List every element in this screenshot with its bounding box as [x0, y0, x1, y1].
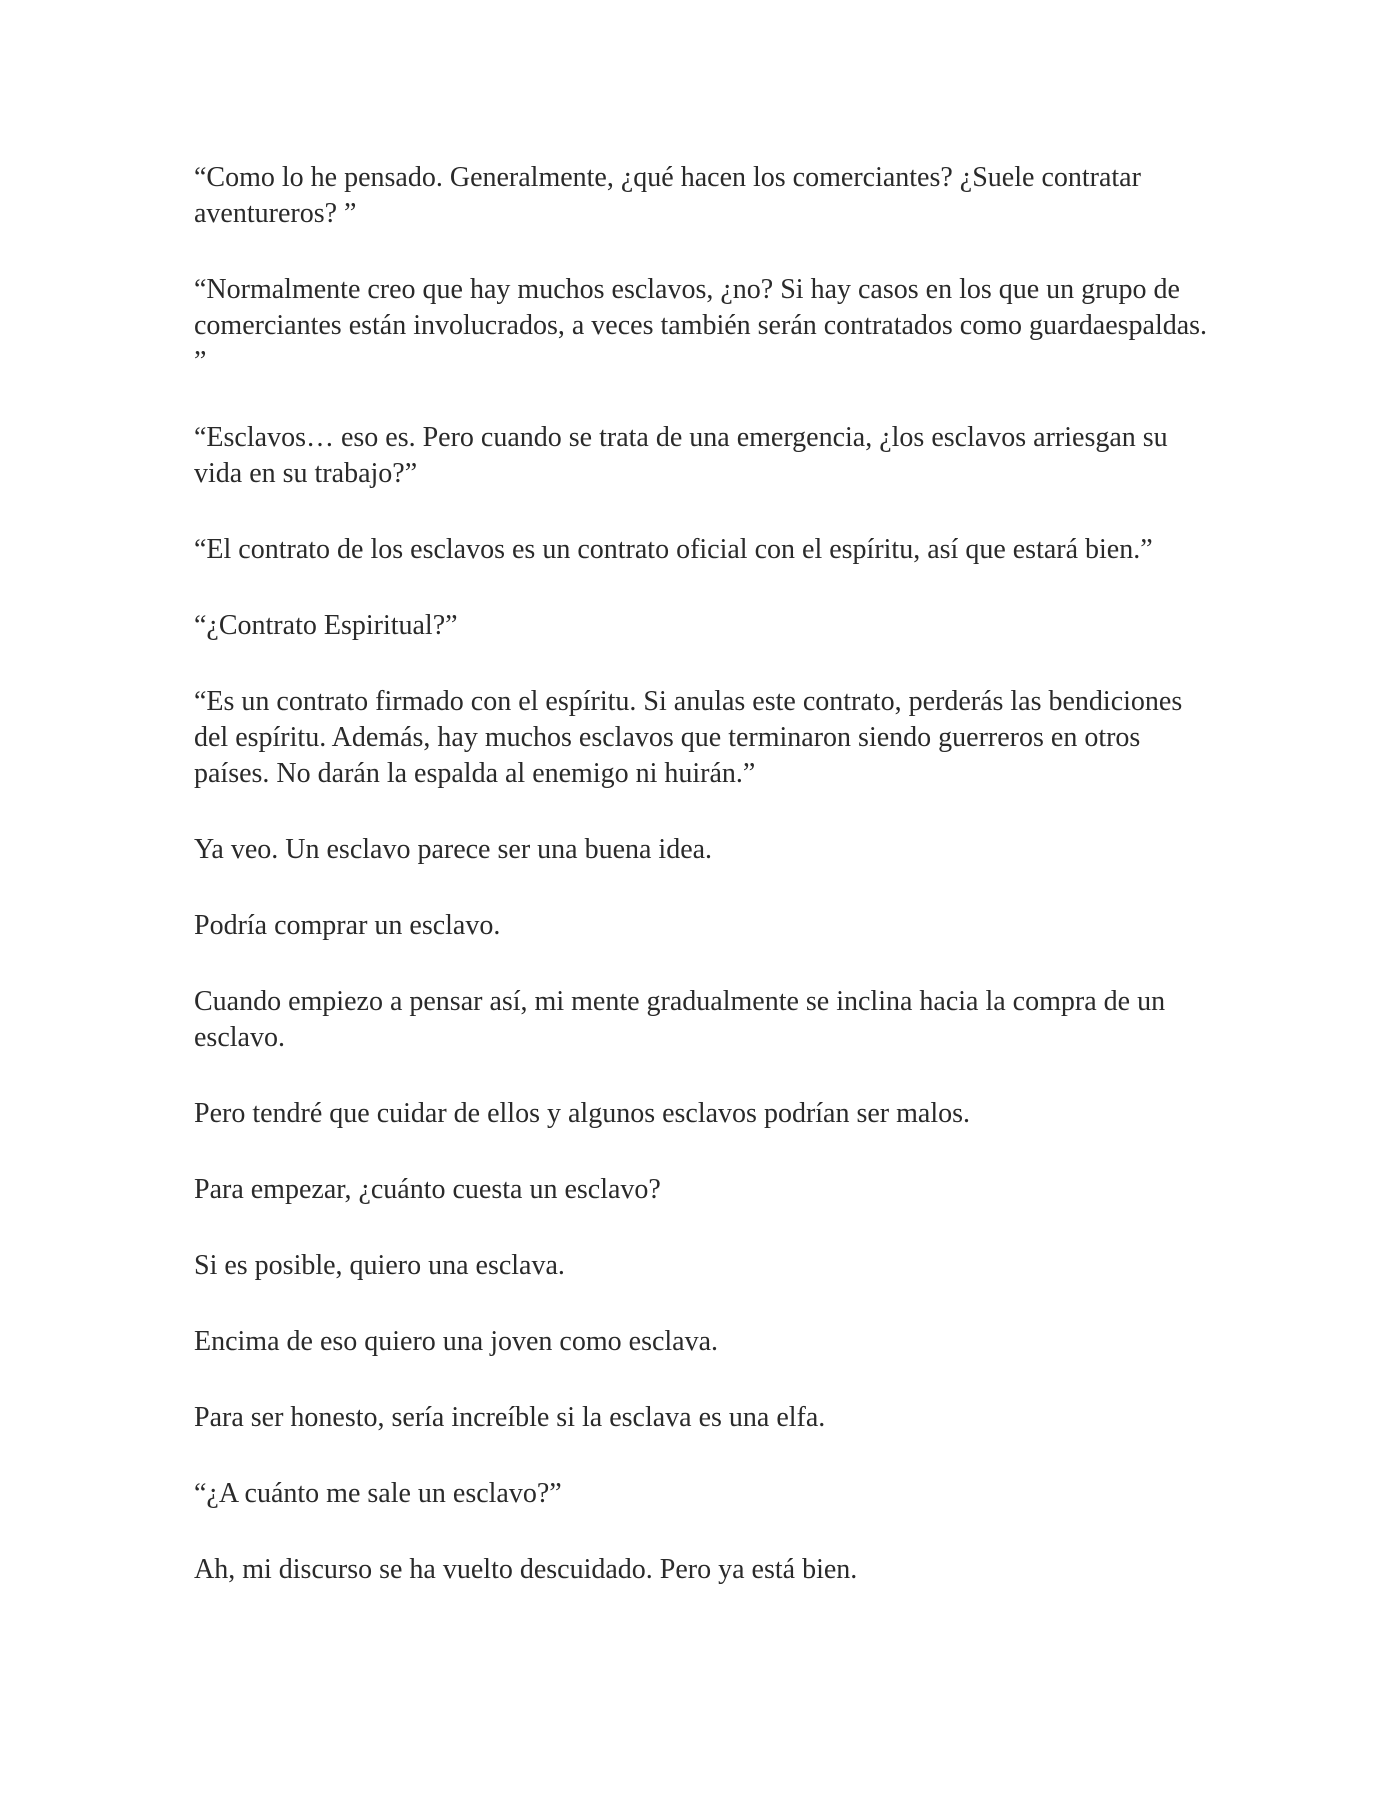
paragraph-15: “¿A cuánto me sale un esclavo?” [194, 1478, 562, 1509]
paragraph-5: “¿Contrato Espiritual?” [194, 610, 458, 641]
paragraph-4: “El contrato de los esclavos es un contrato oficial con el espíritu, así que estará bien.” [194, 534, 1153, 565]
paragraph-1: “Como lo he pensado. Generalmente, ¿qué hacen los comerciantes? ¿Suele contratar aventureros? ” [194, 162, 1141, 229]
paragraph-2: “Normalmente creo que hay muchos esclavos, ¿no? Si hay casos en los que un grupo de comerciantes están involucrados, a veces también serán contratados como guardaespaldas. ” [194, 274, 1208, 377]
paragraph-13: Encima de eso quiero una joven como esclava. [194, 1326, 719, 1357]
paragraph-3: “Esclavos… eso es. Pero cuando se trata de una emergencia, ¿los esclavos arriesgan su vida en su trabajo?” [194, 422, 1168, 489]
paragraph-12: Si es posible, quiero una esclava. [194, 1250, 565, 1281]
paragraph-16: Ah, mi discurso se ha vuelto descuidado. Pero ya está bien. [194, 1554, 858, 1585]
paragraph-6: “Es un contrato firmado con el espíritu. Si anulas este contrato, perderás las bendiciones del espíritu. Además, hay muchos esclavos que terminaron siendo guerreros en otros países. No darán la espalda al enemigo ni huirán.” [194, 686, 1183, 789]
paragraph-10: Pero tendré que cuidar de ellos y algunos esclavos podrían ser malos. [194, 1098, 971, 1129]
paragraph-9: Cuando empiezo a pensar así, mi mente gradualmente se inclina hacia la compra de un esclavo. [194, 986, 1166, 1053]
paragraph-7: Ya veo. Un esclavo parece ser una buena idea. [194, 834, 713, 865]
document-body [194, 160, 1214, 1628]
paragraph-8: Podría comprar un esclavo. [194, 910, 501, 941]
paragraph-11: Para empezar, ¿cuánto cuesta un esclavo? [194, 1174, 661, 1205]
paragraph-14: Para ser honesto, sería increíble si la esclava es una elfa. [194, 1402, 826, 1433]
